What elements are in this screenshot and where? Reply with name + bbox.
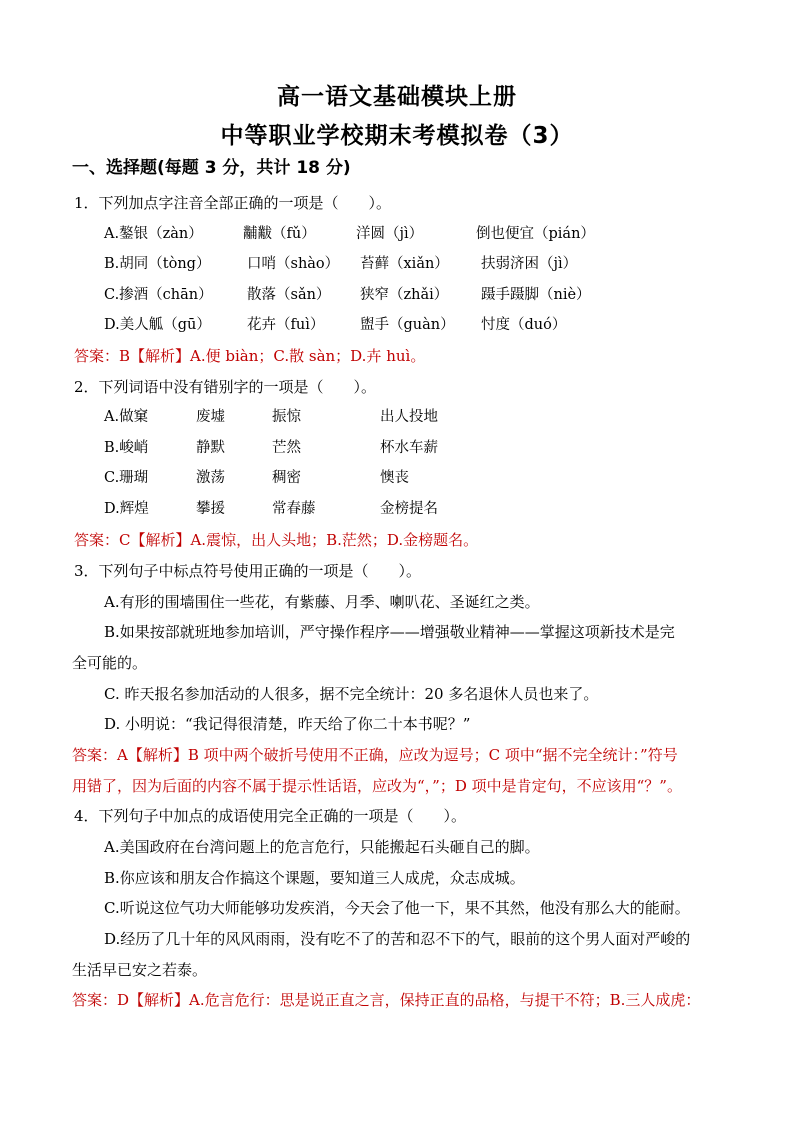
question-3-answer: 答案：A【解析】B 项中两个破折号使用不正确，应改为逗号；C 项中“据不完全统计：”符号 <box>72 746 678 764</box>
question-2-row-d <box>0 499 794 519</box>
question-4-option-d: D.经历了几十年的风风雨雨，没有吃不了的苦和忍不下的气，眼前的这个男人面对严峻的 <box>104 930 691 948</box>
option-cell: 倒也便宜（pián） <box>476 226 595 242</box>
question-3-option-a: A.有形的围墙围住一些花，有紫藤、月季、喇叭花、圣诞红之类。 <box>104 593 540 611</box>
option-cell: B.胡同（tòng） <box>104 256 211 272</box>
question-1-row-a <box>0 224 794 244</box>
question-3-answer-cont: 用错了，因为后面的内容不属于提示性话语，应改为“，”；D 项中是肯定句，不应该用“？”。 <box>72 777 682 795</box>
option-cell: C.掺酒（chān） <box>104 287 213 303</box>
question-4-stem: 4．下列句子中加点的成语使用完全正确的一项是（ ）。 <box>74 807 467 825</box>
question-3-stem: 3．下列句子中标点符号使用正确的一项是（ ）。 <box>74 562 422 580</box>
option-cell: 出人投地 <box>380 409 438 425</box>
option-cell: 散落（sǎn） <box>247 287 331 303</box>
option-cell: B.峻峭 <box>104 440 149 456</box>
question-4-option-b: B.你应该和朋友合作搞这个课题，要知道三人成虎，众志成城。 <box>104 869 525 887</box>
option-cell: 忖度（duó） <box>481 317 567 333</box>
question-1-stem: 1．下列加点字注音全部正确的一项是（ ）。 <box>74 194 392 212</box>
question-2-row-a <box>0 407 794 427</box>
question-4-option-a: A.美国政府在台湾问题上的危言危行，只能搬起石头砸自己的脚。 <box>104 838 540 856</box>
option-cell: 攀援 <box>196 501 225 517</box>
option-cell: 杯水车薪 <box>380 440 438 456</box>
document-subtitle: 中等职业学校期末考模拟卷（3） <box>220 123 574 149</box>
question-1-answer: 答案：B【解析】A.便 biàn；C.散 sàn；D.卉 huì。 <box>74 347 426 365</box>
option-cell: 花卉（fuì） <box>247 317 325 333</box>
question-2-answer: 答案：C【解析】A.震惊，出人头地；B.茫然；D.金榜题名。 <box>74 531 479 549</box>
option-cell: 口哨（shào） <box>247 256 340 272</box>
question-4-answer: 答案：D【解析】A.危言危行：思是说正直之言，保持正直的品格，与提干不符；B.三人成虎： <box>72 991 701 1009</box>
option-cell: 废墟 <box>196 409 225 425</box>
option-cell: 稠密 <box>272 470 301 486</box>
option-cell: 懊丧 <box>380 470 409 486</box>
question-3-option-b-cont: 全可能的。 <box>72 654 148 672</box>
option-cell: 静默 <box>196 440 225 456</box>
question-2-row-b <box>0 438 794 458</box>
option-cell: A.鏊银（zàn） <box>104 226 203 242</box>
option-cell: 盥手（guàn） <box>360 317 455 333</box>
option-cell: 蹑手蹑脚（niè） <box>481 287 591 303</box>
option-cell: 扶弱济困（jì） <box>481 256 578 272</box>
option-cell: 芒然 <box>272 440 301 456</box>
option-cell: 振惊 <box>272 409 301 425</box>
option-cell: 常春藤 <box>272 501 316 517</box>
question-4-option-d-cont: 生活早已安之若泰。 <box>72 961 208 979</box>
option-cell: 狭窄（zhǎi） <box>360 287 449 303</box>
option-cell: 激荡 <box>196 470 225 486</box>
question-3-option-d: D. 小明说：“我记得很清楚，昨天给了你二十本书呢？” <box>104 715 471 733</box>
document-title: 高一语文基础模块上册 <box>277 84 517 110</box>
option-cell: 洋圆（jì） <box>356 226 424 242</box>
option-cell: A.做窠 <box>104 409 149 425</box>
question-2-row-c <box>0 468 794 488</box>
option-cell: 苔藓（xiǎn） <box>360 256 449 272</box>
option-cell: D.辉煌 <box>104 501 149 517</box>
question-4-option-c: C.听说这位气功大师能够功发疾消，今天会了他一下，果不其然，他没有那么大的能耐。 <box>104 899 690 917</box>
question-1-row-c <box>0 285 794 305</box>
option-cell: D.美人觚（gū） <box>104 317 211 333</box>
question-3-option-c: C. 昨天报名参加活动的人很多，据不完全统计：20 多名退休人员也来了。 <box>104 685 599 703</box>
question-1-row-b <box>0 254 794 274</box>
question-2-stem: 2．下列词语中没有错别字的一项是（ ）。 <box>74 378 377 396</box>
question-3-option-b: B.如果按部就班地参加培训，严守操作程序——增强敬业精神——掌握这项新技术是完 <box>104 623 675 641</box>
option-cell: 金榜提名 <box>380 501 438 517</box>
option-cell: 黼黻（fǔ） <box>243 226 316 242</box>
question-1-row-d <box>0 315 794 335</box>
option-cell: C.珊瑚 <box>104 470 149 486</box>
section-heading: 一、选择题(每题 3 分，共计 18 分) <box>72 158 351 178</box>
